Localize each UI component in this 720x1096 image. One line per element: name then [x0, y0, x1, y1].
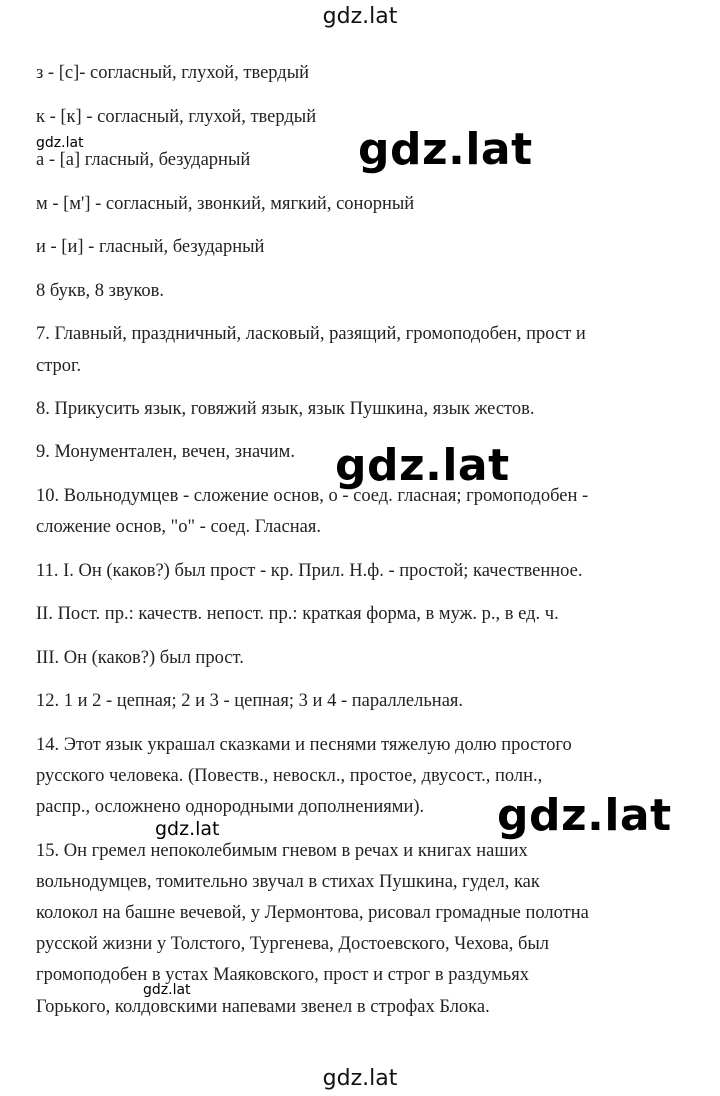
text-line: м - [м'] - согласный, звонкий, мягкий, сонорный	[36, 194, 415, 214]
watermark: gdz.lat	[335, 440, 510, 491]
text-line: з - [с]- согласный, глухой, твердый	[36, 63, 310, 83]
text-line: строг.	[36, 356, 82, 376]
text-line: 8 букв, 8 звуков.	[36, 281, 165, 301]
text-line: Горького, колдовскими напевами звенел в строфах Блока.	[36, 997, 490, 1017]
text-line: 11. I. Он (каков?) был прост - кр. Прил. Н.ф. - простой; качественное.	[36, 561, 583, 581]
text-line: 14. Этот язык украшал сказками и песнями тяжелую долю простого	[36, 735, 572, 755]
text-line: 8. Прикусить язык, говяжий язык, язык Пушкина, язык жестов.	[36, 399, 535, 419]
text-line: а - [а] гласный, безударный	[36, 150, 251, 170]
text-line: сложение основ, "о" - соед. Гласная.	[36, 517, 321, 537]
text-line: II. Пост. пр.: качеств. непост. пр.: краткая форма, в муж. р., в ед. ч.	[36, 604, 559, 624]
page-header: gdz.lat	[322, 4, 398, 29]
text-line: 15. Он гремел непоколебимым гневом в речах и книгах наших	[36, 841, 528, 861]
watermark: gdz.lat	[143, 982, 191, 998]
text-line: вольнодумцев, томительно звучал в стихах Пушкина, гудел, как	[36, 872, 540, 892]
text-line: распр., осложнено однородными дополнениями).	[36, 797, 425, 817]
watermark: gdz.lat	[497, 790, 672, 841]
text-line: и - [и] - гласный, безударный	[36, 237, 265, 257]
page-footer: gdz.lat	[322, 1066, 398, 1091]
text-line: III. Он (каков?) был прост.	[36, 648, 244, 668]
watermark: gdz.lat	[36, 135, 84, 151]
text-line: русского человека. (Повеств., невоскл., простое, двусост., полн.,	[36, 766, 543, 786]
text-line: громоподобен в устах Маяковского, прост и строг в раздумьях	[36, 965, 529, 985]
text-line: 7. Главный, праздничный, ласковый, разящий, громоподобен, прост и	[36, 324, 586, 344]
text-line: колокол на башне вечевой, у Лермонтова, рисовал громадные полотна	[36, 903, 589, 923]
text-line: 10. Вольнодумцев - сложение основ, о - соед. гласная; громоподобен -	[36, 486, 589, 506]
text-line: к - [к] - согласный, глухой, твердый	[36, 107, 317, 127]
text-line: русской жизни у Толстого, Тургенева, Достоевского, Чехова, был	[36, 934, 550, 954]
text-line: 12. 1 и 2 - цепная; 2 и 3 - цепная; 3 и 4 - параллельная.	[36, 691, 464, 711]
watermark: gdz.lat	[155, 818, 220, 840]
watermark: gdz.lat	[358, 124, 533, 175]
text-line: 9. Монументален, вечен, значим.	[36, 442, 295, 462]
